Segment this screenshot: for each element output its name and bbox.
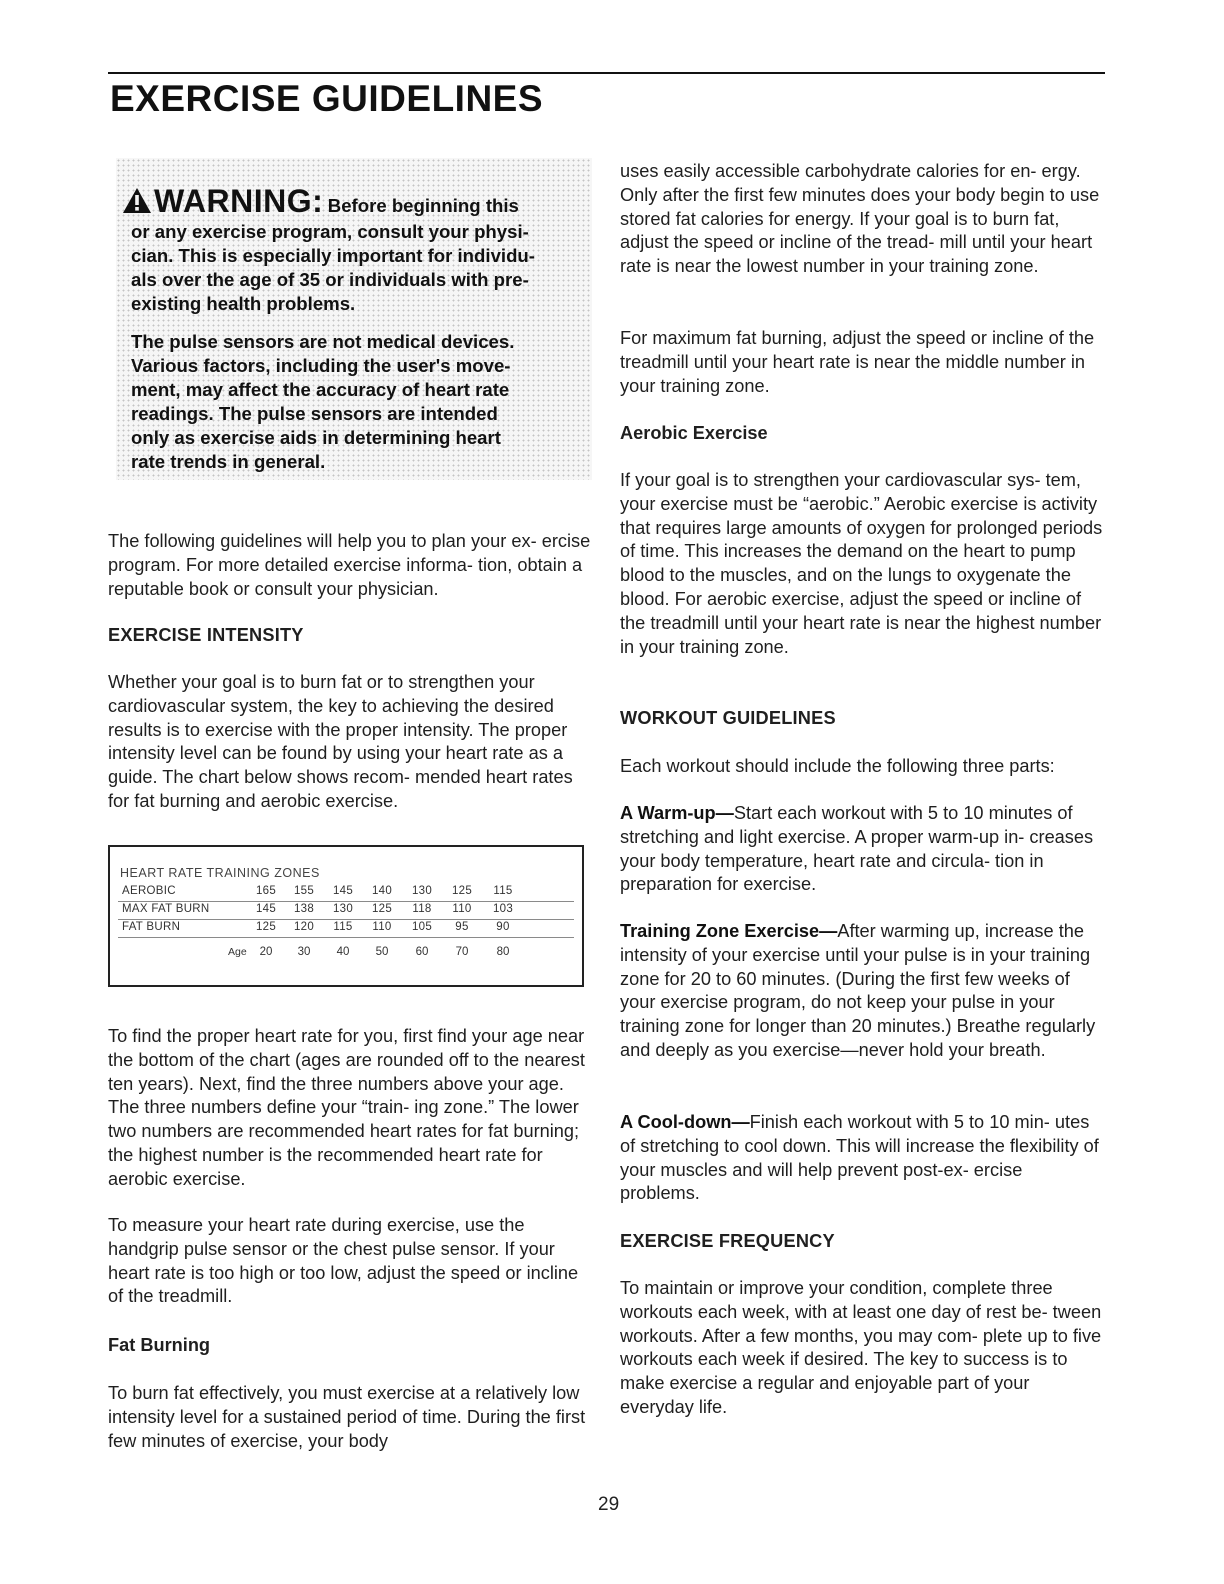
chart-cell: 118 bbox=[412, 903, 432, 915]
chart-age-cell: 50 bbox=[375, 946, 389, 958]
warning-line: existing health problems. bbox=[131, 293, 356, 314]
max-fat-burn-paragraph: For maximum fat burning, adjust the speed or incline of the treadmill until your heart rate is near the middle number in your training zone. bbox=[620, 328, 1095, 396]
chart-age-label: Age bbox=[228, 946, 247, 958]
chart-cell: 125 bbox=[255, 921, 277, 933]
chart-cell: 95 bbox=[455, 921, 469, 933]
chart-age-cell: 80 bbox=[496, 946, 510, 958]
chart-age-cell: 60 bbox=[415, 946, 429, 958]
warning-line: or any exercise program, consult your physi- bbox=[131, 221, 529, 242]
chart-cell: 90 bbox=[496, 921, 510, 933]
chart-cell: 110 bbox=[372, 921, 392, 933]
chart-cell: 145 bbox=[255, 903, 277, 915]
warning-heading bbox=[122, 183, 582, 220]
chart-cell: 155 bbox=[293, 885, 315, 897]
intro-paragraph: The following guidelines will help you to plan your ex- ercise program. For more detailed exercise informa- tion, obtain a reputable book or consult your physician. bbox=[108, 531, 591, 599]
exercise-intensity-heading: EXERCISE INTENSITY bbox=[108, 625, 304, 645]
warning-lead-text: Before beginning this bbox=[327, 195, 519, 216]
cooldown-text: Finish each workout with 5 to 10 min- utes of stretching to cool down. This will increase the flexibility of your muscles and will help prevent post-ex- ercise problems. bbox=[620, 1112, 1099, 1204]
cooldown-lead: A Cool-down— bbox=[620, 1112, 750, 1132]
page-number: 29 bbox=[598, 1494, 620, 1515]
fat-burning-heading: Fat Burning bbox=[108, 1335, 211, 1355]
page-title: EXERCISE GUIDELINES bbox=[110, 78, 544, 119]
warning-line: only as exercise aids in determining heart bbox=[131, 427, 501, 448]
fat-burning-paragraph: To burn fat effectively, you must exercise at a relatively low intensity level for a sustained period of time. During the first few minutes of exercise, your body bbox=[108, 1383, 586, 1451]
chart-cell: 130 bbox=[411, 885, 433, 897]
chart-cell: 115 bbox=[493, 885, 513, 897]
workout-guidelines-heading: WORKOUT GUIDELINES bbox=[620, 708, 836, 728]
frequency-paragraph: To maintain or improve your condition, complete three workouts each week, with at least one day of rest be- tween workouts. After a few months, you may com- plete up to five workouts each week if desired. The key to success is to make exercise a regular and enjoyable part of your everyday life. bbox=[620, 1278, 1102, 1417]
warning-line: ment, may affect the accuracy of heart rate bbox=[131, 379, 510, 400]
warning-line: cian. This is especially important for individu- bbox=[131, 245, 535, 266]
chart-row-max-fat-burn bbox=[118, 902, 574, 920]
chart-age-row bbox=[118, 946, 574, 962]
chart-cell: 138 bbox=[293, 903, 315, 915]
chart-cell: 115 bbox=[333, 921, 353, 933]
warning-triangle-icon bbox=[122, 187, 152, 219]
chart-age-cell: 30 bbox=[297, 946, 311, 958]
aerobic-paragraph: If your goal is to strengthen your cardiovascular sys- tem, your exercise must be “aerobic.” Aerobic exercise is activity that requires large amounts of oxygen for prolonged periods of time. This increases the demand on the heart to pump blood to the muscles, and on the lungs to oxygenate the blood. For aerobic exercise, adjust the speed or incline of the treadmill until your heart rate is near the highest number in your training zone. bbox=[620, 470, 1103, 657]
chart-cell: 103 bbox=[492, 903, 514, 915]
aerobic-exercise-heading: Aerobic Exercise bbox=[620, 423, 768, 443]
chart-cell: 145 bbox=[332, 885, 354, 897]
warning-line: als over the age of 35 or individuals with pre- bbox=[131, 269, 529, 290]
exercise-frequency-heading: EXERCISE FREQUENCY bbox=[620, 1231, 835, 1251]
warning-line: The pulse sensors are not medical devices. bbox=[131, 331, 515, 352]
chart-title: HEART RATE TRAINING ZONES bbox=[120, 866, 320, 880]
warning-label: WARNING: bbox=[154, 183, 324, 219]
training-zone-text: After warming up, increase the intensity of your exercise until your pulse is in your training zone for 20 to 60 minutes. (During the first few weeks of your exercise program, do not keep your pulse in your training zone for longer than 20 minutes.) Breathe regularly and deeply as you exercise—never hold your breath. bbox=[620, 921, 1096, 1060]
warmup-lead: A Warm-up— bbox=[620, 803, 734, 823]
fat-burning-continued-paragraph: uses easily accessible carbohydrate calories for en- ergy. Only after the first few minutes does your body begin to use stored fat calories for energy. If your goal is to burn fat, adjust the speed or incline of the tread- mill until your heart rate is near the lowest number in your training zone. bbox=[620, 161, 1100, 277]
training-zone-paragraph bbox=[620, 920, 1105, 1063]
chart-age-cell: 40 bbox=[336, 946, 350, 958]
chart-cell: 140 bbox=[371, 885, 393, 897]
chart-row-fat-burn bbox=[118, 920, 574, 938]
workout-intro-paragraph: Each workout should include the following three parts: bbox=[620, 756, 1055, 776]
chart-cell: 165 bbox=[255, 885, 277, 897]
warmup-text: Start each workout with 5 to 10 minutes of stretching and light exercise. A proper warm-up in- creases your body temperature, heart rate and circula- tion in preparation for exercise. bbox=[620, 803, 1094, 895]
chart-cell: 110 bbox=[452, 903, 472, 915]
chart-row-label: FAT BURN bbox=[122, 921, 181, 933]
chart-row-label: MAX FAT BURN bbox=[122, 903, 210, 915]
chart-cell: 125 bbox=[451, 885, 473, 897]
chart-row-aerobic bbox=[118, 884, 574, 902]
chart-cell: 130 bbox=[332, 903, 354, 915]
header-rule bbox=[108, 72, 1105, 74]
chart-row-label: AEROBIC bbox=[122, 885, 176, 897]
warmup-paragraph bbox=[620, 802, 1105, 897]
warning-line: rate trends in general. bbox=[131, 451, 326, 472]
training-zone-lead: Training Zone Exercise— bbox=[620, 921, 838, 941]
cooldown-paragraph bbox=[620, 1111, 1105, 1206]
intensity-paragraph: Whether your goal is to burn fat or to strengthen your cardiovascular system, the key to achieving the desired results is to exercise with the proper intensity. The proper intensity level can be found by using your heart rate as a guide. The chart below shows recom- mended heart rates for fat burning and aerobic exercise. bbox=[108, 672, 573, 811]
chart-cell: 125 bbox=[371, 903, 393, 915]
chart-age-cell: 20 bbox=[259, 946, 273, 958]
warning-line: readings. The pulse sensors are intended bbox=[131, 403, 498, 424]
chart-cell: 120 bbox=[293, 921, 315, 933]
measure-paragraph: To measure your heart rate during exercise, use the handgrip pulse sensor or the chest pulse sensor. If your heart rate is too high or too low, adjust the speed or incline of the treadmill. bbox=[108, 1215, 579, 1307]
chart-age-cell: 70 bbox=[455, 946, 469, 958]
chart-cell: 105 bbox=[411, 921, 433, 933]
warning-line: Various factors, including the user's move- bbox=[131, 355, 511, 376]
find-rate-paragraph: To find the proper heart rate for you, first find your age near the bottom of the chart (ages are rounded off to the nearest ten years). Next, find the three numbers above your age. The three numbers define your “train- ing zone.” The lower two numbers are recommended heart rates for fat burning; the highest number is the recommended heart rate for aerobic exercise. bbox=[108, 1026, 585, 1189]
